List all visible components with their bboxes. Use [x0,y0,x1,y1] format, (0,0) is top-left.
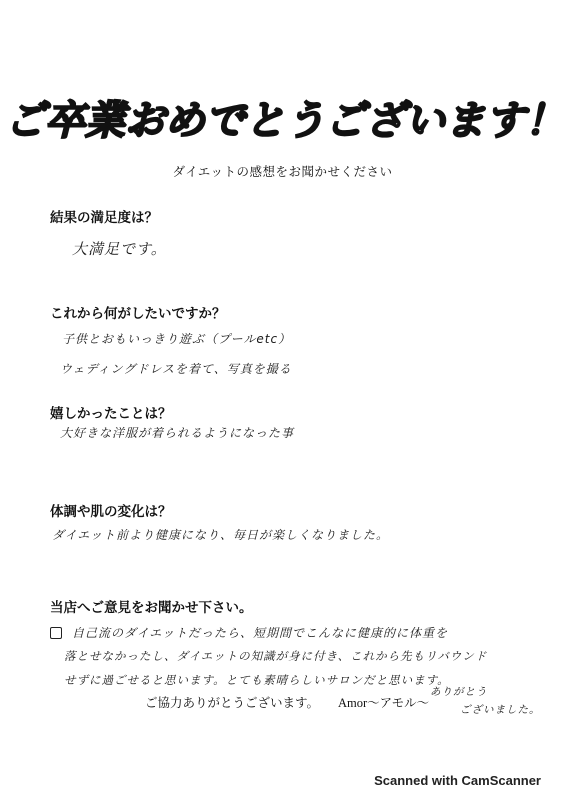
answer-future-plans-line1: 子供とおもいっきり遊ぶ（プールetc） [62,332,292,346]
question-happy-things: 嬉しかったことは？ [50,406,172,422]
scanner-watermark: Scanned with CamScanner [374,773,541,788]
question-feedback: 当店へご意見をお聞かせ下さい。 [50,600,253,616]
title-text: ご卒業おめでとうございます！ [5,98,565,144]
closing-line-1: ありがとう [430,686,488,698]
answer-feedback-line2: 落とせなかったし、ダイエットの知識が身に付き、これから先もリバウンド [64,649,488,663]
answer-condition-change: ダイエット前より健康になり、毎日が楽しくなりました。 [52,528,390,542]
closing-line-2: ございました。 [460,704,541,716]
page-title [5,82,565,152]
checkbox-mark-icon [50,627,62,639]
page-subtitle: ダイエットの感想をお聞かせください [172,164,393,179]
answer-feedback-line1: 自己流のダイエットだったら、短期間でこんなに健康的に体重を [72,626,449,640]
answer-satisfaction: 大満足です。 [72,240,167,258]
question-condition-change: 体調や肌の変化は？ [50,504,172,520]
footer-thanks: ご協力ありがとうございます。 [145,695,320,710]
answer-feedback-line3: せずに過ごせると思います。とても素晴らしいサロンだと思います。 [64,673,450,687]
question-satisfaction: 結果の満足度は？ [50,210,158,226]
question-future-plans: これから何がしたいですか？ [50,306,226,322]
footer-salon-name: Amor〜アモル〜 [338,696,430,710]
outlined-title-art [5,82,565,152]
answer-happy-things: 大好きな洋服が着られるようになった事 [60,426,295,440]
answer-future-plans-line2: ウェディングドレスを着て、写真を撮る [60,362,292,376]
